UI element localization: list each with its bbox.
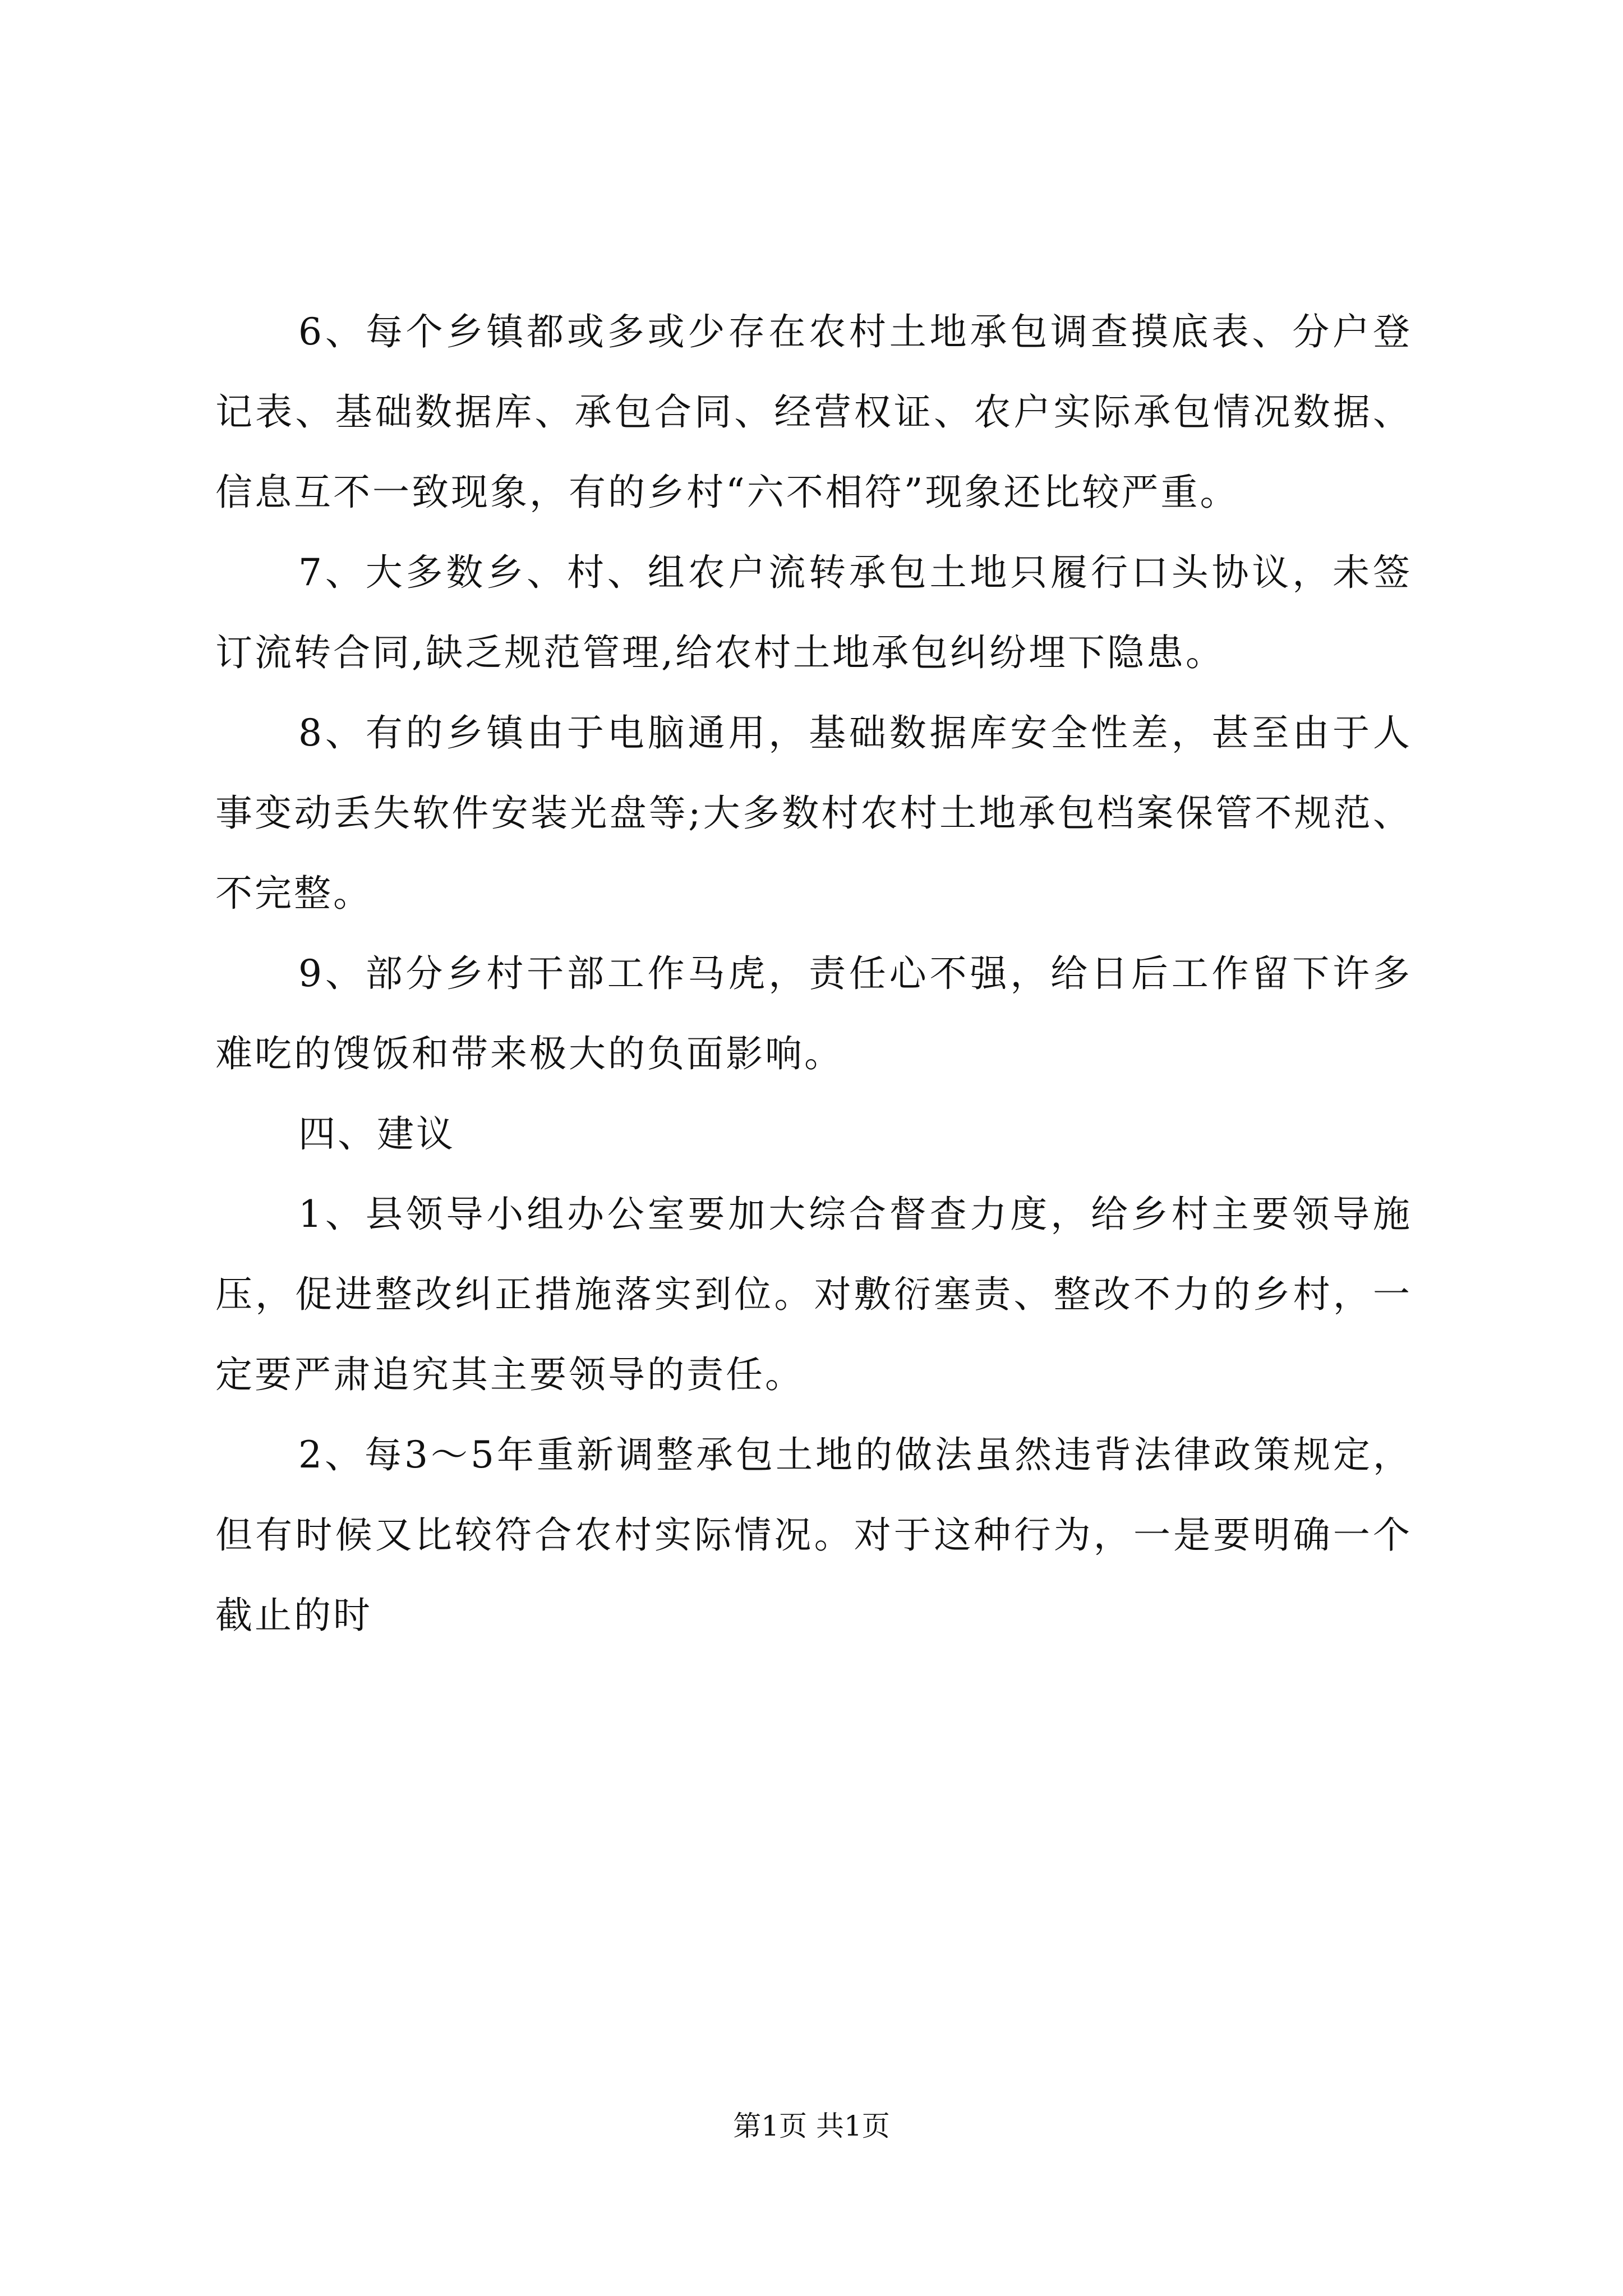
paragraph-7: 7、大多数乡、村、组农户流转承包土地只履行口头协议，未签订流转合同,缺乏规范管理,给农村土地承包纠纷埋下隐患。 <box>215 551 1412 674</box>
page-footer: 第1页 共1页 <box>733 2110 890 2142</box>
suggestion-2: 2、每3～5年重新调整承包土地的做法虽然违背法律政策规定，但有时候又比较符合农村实际情况。对于这种行为，一是要明确一个截止的时 <box>215 1433 1412 1637</box>
section-heading-suggestions: 四、建议 <box>298 1112 455 1156</box>
document-body <box>215 292 1412 1655</box>
paragraph-8: 8、有的乡镇由于电脑通用，基础数据库安全性差，甚至由于人事变动丢失软件安装光盘等;大多数村农村土地承包档案保管不规范、不完整。 <box>215 711 1412 915</box>
paragraph-6: 6、每个乡镇都或多或少存在农村土地承包调查摸底表、分户登记表、基础数据库、承包合同、经营权证、农户实际承包情况数据、信息互不一致现象，有的乡村“六不相符”现象还比较严重。 <box>215 310 1412 514</box>
paragraph-9: 9、部分乡村干部工作马虎，责任心不强，给日后工作留下许多难吃的馊饭和带来极大的负面影响。 <box>215 952 1412 1075</box>
suggestion-1: 1、县领导小组办公室要加大综合督查力度，给乡村主要领导施压，促进整改纠正措施落实到位。对敷衍塞责、整改不力的乡村，一定要严肃追究其主要领导的责任。 <box>215 1193 1412 1396</box>
